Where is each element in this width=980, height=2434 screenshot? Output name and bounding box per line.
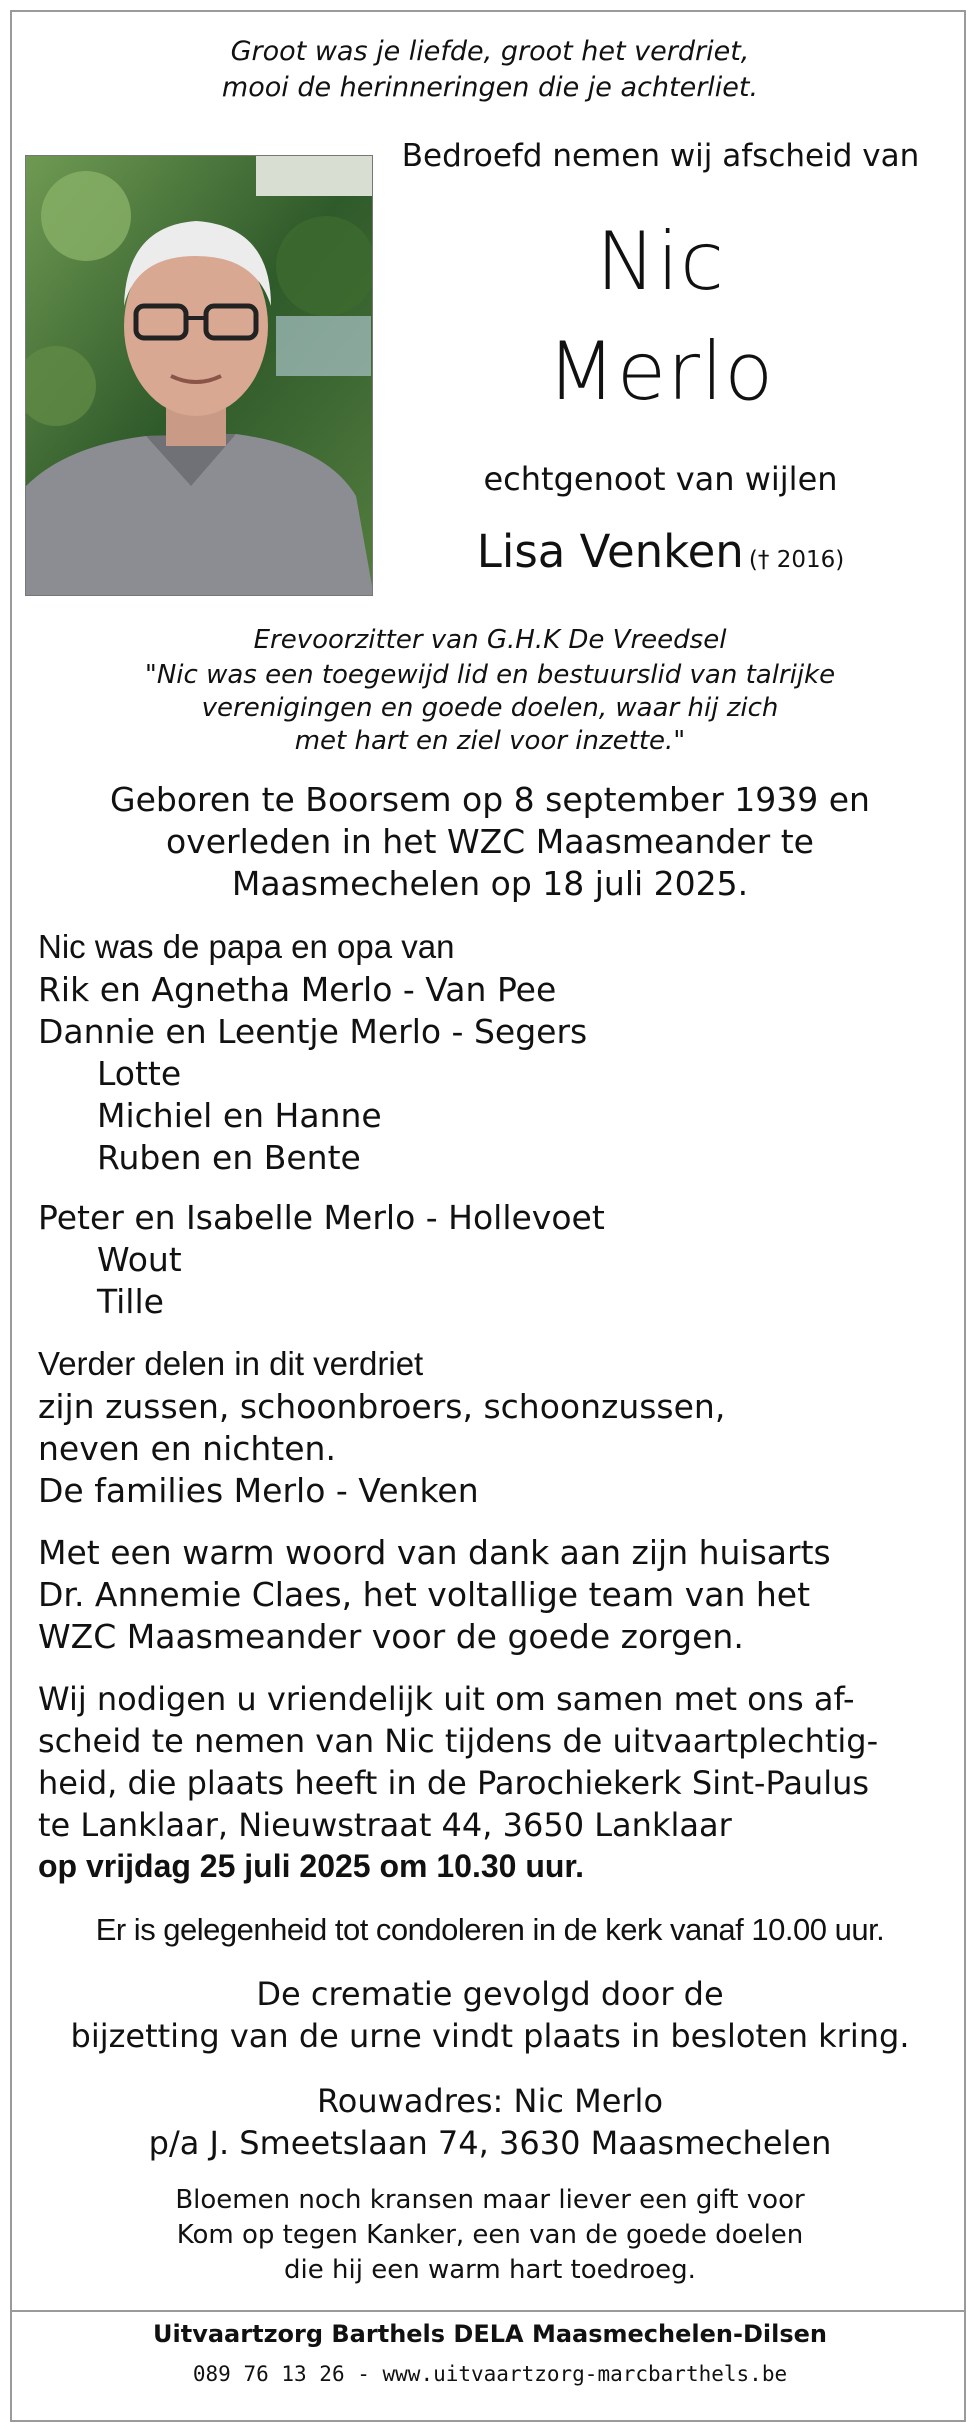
intro-text: Bedroefd nemen wij afscheid van [401,138,920,174]
family-line: Dannie en Leentje Merlo - Segers [38,1012,588,1051]
flowers-line-1: Bloemen noch kransen maar liever een gift voor [175,2185,805,2215]
grandchild-line: Lotte [97,1054,182,1093]
others-line: neven en nichten. [38,1429,336,1468]
spouse-death-note: († 2016) [748,547,845,573]
thanks-line: Met een warm woord van dank aan zijn huisarts [38,1533,831,1572]
grandchild-line: Wout [97,1240,182,1279]
grandchild-line: Michiel en Hanne [97,1096,382,1135]
spouse-line [373,525,948,578]
funeral-date: op vrijdag 25 juli 2025 om 10.30 uur. [38,1848,584,1884]
portrait-illustration [26,156,373,596]
tribute-line-2: "Nic was een toegewijd lid en bestuurslid van talrijke [144,660,836,690]
spouse-name: Lisa Venken [476,525,744,578]
quote-line-1: Groot was je liefde, groot het verdriet, [230,36,750,67]
tribute-line-3: verenigingen en goede doelen, waar hij zich [201,693,779,723]
condolence-text: Er is gelegenheid tot condoleren in de kerk vanaf 10.00 uur. [95,1912,885,1947]
cremation-line-2: bijzetting van de urne vindt plaats in besloten kring. [70,2017,910,2055]
family-line: Peter en Isabelle Merlo - Hollevoet [38,1198,605,1237]
footer-company: Uitvaartzorg Barthels DELA Maasmechelen-Dilsen [153,2320,827,2348]
footer-divider [10,2310,966,2312]
thanks-line: Dr. Annemie Claes, het voltallige team van het [38,1575,811,1614]
address-line-2: p/a J. Smeetslaan 74, 3630 Maasmechelen [148,2124,832,2162]
grandchild-line: Tille [97,1282,164,1321]
spouse-relation: echtgenoot van wijlen [483,460,838,498]
invite-line: te Lanklaar, Nieuwstraat 44, 3650 Lanklaar [38,1806,732,1844]
invite-line: scheid te nemen van Nic tijdens de uitvaartplechtig- [38,1722,879,1760]
cremation-line-1: De crematie gevolgd door de [256,1975,724,2013]
family-line: Rik en Agnetha Merlo - Van Pee [38,970,557,1009]
others-line: De families Merlo - Venken [38,1471,479,1510]
birth-death-line-3: Maasmechelen op 18 juli 2025. [231,864,749,903]
birth-death-line-1: Geboren te Boorsem op 8 september 1939 en [110,780,870,819]
last-name: Merlo [546,325,775,418]
flowers-line-2: Kom op tegen Kanker, een van de goede doelen [176,2220,804,2250]
tribute-line-1: Erevoorzitter van G.H.K De Vreedsel [253,625,727,655]
tribute-line-4: met hart en ziel voor inzette." [294,726,686,756]
flowers-line-3: die hij een warm hart toedroeg. [284,2255,696,2285]
footer-contact: 089 76 13 26 - www.uitvaartzorg-marcbarthels.be [192,2362,788,2386]
others-heading: Verder delen in dit verdriet [38,1345,424,1382]
grandchild-line: Ruben en Bente [97,1138,361,1177]
invite-line: Wij nodigen u vriendelijk uit om samen met ons af- [38,1680,855,1718]
portrait-photo [25,155,373,596]
invite-line: heid, die plaats heeft in de Parochiekerk Sint-Paulus [38,1764,870,1802]
family-heading: Nic was de papa en opa van [38,928,455,965]
address-line-1: Rouwadres: Nic Merlo [316,2082,664,2120]
quote-line-2: mooi de herinneringen die je achterliet. [221,72,759,103]
first-name: Nic [595,215,726,308]
birth-death-line-2: overleden in het WZC Maasmeander te [166,822,814,861]
thanks-line: WZC Maasmeander voor de goede zorgen. [38,1617,744,1656]
others-line: zijn zussen, schoonbroers, schoonzussen, [38,1387,726,1426]
